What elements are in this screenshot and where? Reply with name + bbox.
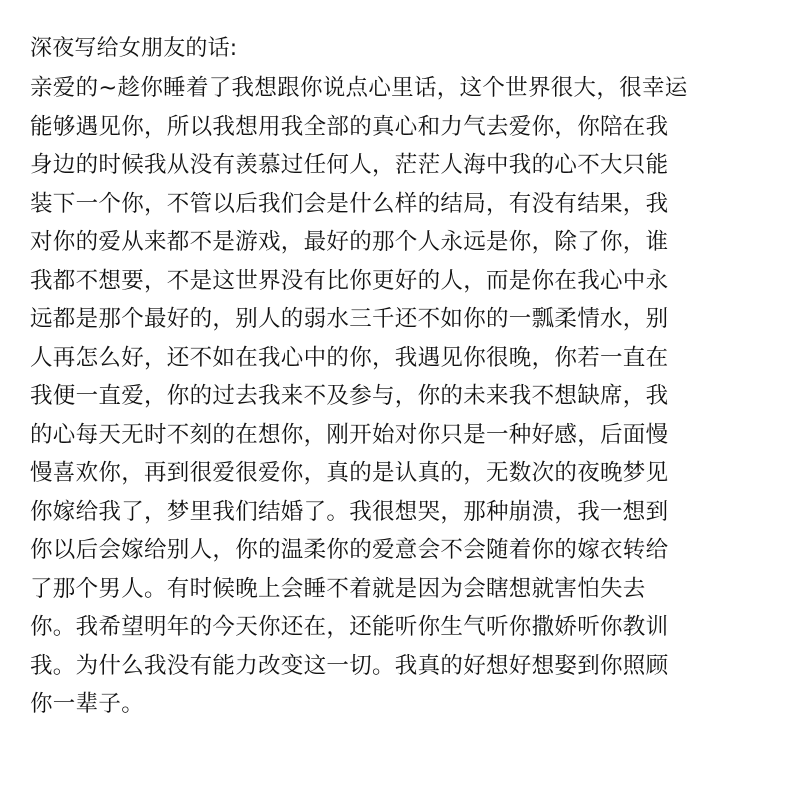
letter-line: 你以后会嫁给别人，你的温柔你的爱意会不会随着你的嫁衣转给 (30, 537, 669, 563)
letter-line: 的心每天无时不刻的在想你，刚开始对你只是一种好感，后面慢 (30, 421, 669, 448)
letter-line: 亲爱的~趁你睡着了我想跟你说点心里话，这个世界很大，很幸运 (30, 75, 688, 101)
letter-line: 我。为什么我没有能力改变这一切。我真的好想好想娶到你照顾 (30, 652, 669, 679)
letter-line: 慢喜欢你，再到很爱很爱你，真的是认真的，无数次的夜晚梦见 (30, 460, 669, 486)
letter-line: 装下一个你，不管以后我们会是什么样的结局，有没有结果，我 (30, 190, 669, 217)
letter-line: 对你的爱从来都不是游戏，最好的那个人永远是你，除了你，谁 (30, 229, 669, 255)
letter-line: 你一辈子。 (30, 691, 145, 717)
letter-title: 深夜写给女朋友的话: (30, 36, 238, 61)
letter-body (30, 69, 773, 724)
letter-line: 你。我希望明年的今天你还在，还能听你生气听你撒娇听你教训 (30, 614, 669, 640)
letter-line: 身边的时候我从没有羡慕过任何人，茫茫人海中我的心不大只能 (30, 152, 669, 178)
letter-line: 我都不想要，不是这世界没有比你更好的人，而是你在我心中永 (30, 267, 669, 294)
letter-line: 能够遇见你，所以我想用我全部的真心和力气去爱你，你陪在我 (30, 113, 669, 140)
letter-line: 了那个男人。有时候晚上会睡不着就是因为会瞎想就害怕失去 (30, 575, 646, 602)
letter-line: 我便一直爱，你的过去我来不及参与，你的未来我不想缺席，我 (30, 383, 669, 409)
letter-line: 人再怎么好，还不如在我心中的你，我遇见你很晚，你若一直在 (30, 344, 669, 371)
letter-line: 远都是那个最好的，别人的弱水三千还不如你的一瓢柔情水，别 (30, 306, 669, 332)
letter-line: 你嫁给我了，梦里我们结婚了。我很想哭，那种崩溃，我一想到 (30, 498, 669, 525)
